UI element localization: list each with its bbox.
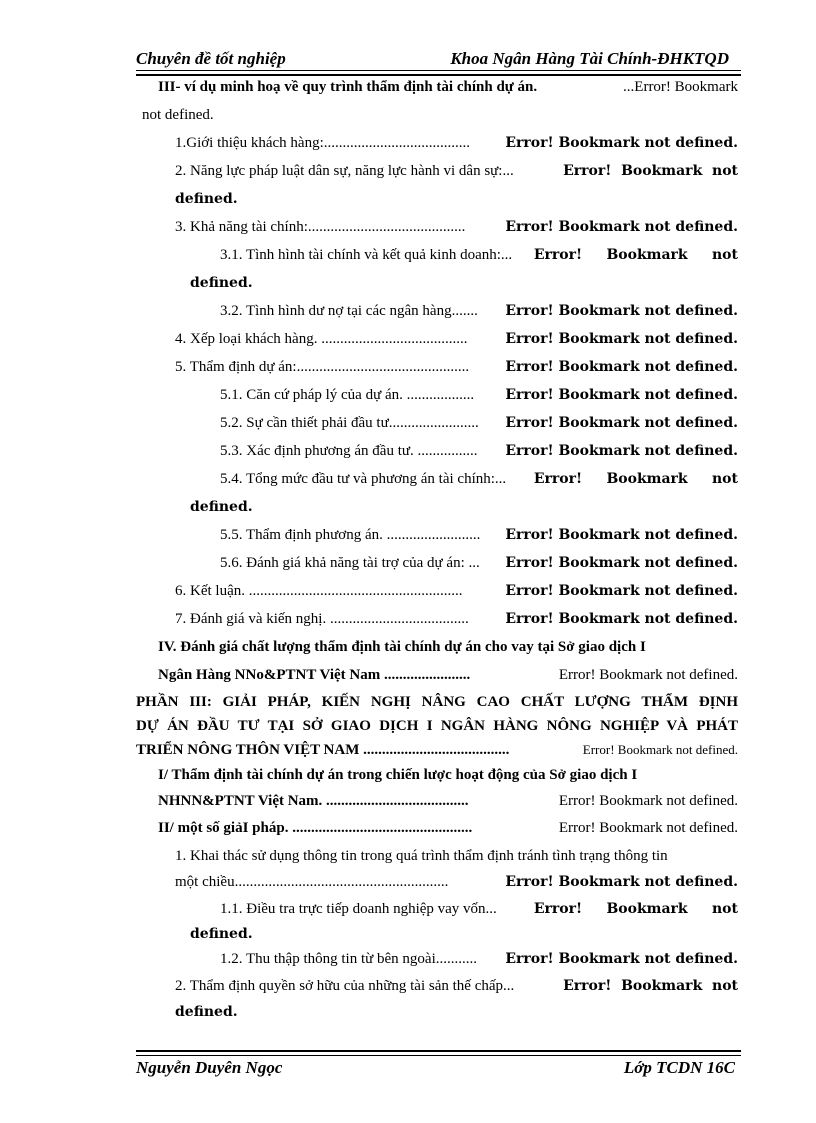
toc-part-iii[interactable]: PHẦN III: GIẢI PHÁP, KIẾN NGHỊ NÂNG CAO CHẤT LƯỢNG THẨM ĐỊNH xyxy=(136,694,738,710)
toc-entry-3-2[interactable]: 3.2. Tình hình dư nợ tại các ngân hàng....... Error! Bookmark not defined. xyxy=(220,303,738,319)
toc-entry-5-6[interactable]: 5.6. Đánh giá khả năng tài trợ của dự án: ... Error! Bookmark not defined. xyxy=(220,555,738,571)
toc-part-iii-line3[interactable]: TRIỂN NÔNG THÔN VIỆT NAM ....................................... Error! Bookmark not defined. xyxy=(136,742,738,758)
toc-entry-5-4-cont: defined. xyxy=(190,499,253,515)
toc-entry-3-1[interactable]: 3.1. Tình hình tài chính và kết quả kinh doanh:... Error! Bookmark not xyxy=(220,247,738,263)
footer-left: Nguyễn Duyên Ngọc xyxy=(136,1058,283,1077)
page-header xyxy=(136,47,741,69)
toc-entry-5-1[interactable]: 5.1. Căn cứ pháp lý của dự án. .................. Error! Bookmark not defined. xyxy=(220,387,738,403)
toc-entry-g1-1[interactable]: 1.1. Điều tra trực tiếp doanh nghiệp vay vốn... Error! Bookmark not xyxy=(220,901,738,917)
toc-entry-iii[interactable]: III- ví dụ minh hoạ về quy trình thẩm định tài chính dự án. ...Error! Bookmark xyxy=(158,79,738,95)
toc-entry-5-5[interactable]: 5.5. Thẩm định phương án. ......................... Error! Bookmark not defined. xyxy=(220,527,738,543)
toc-entry-6[interactable]: 6. Kết luận. ......................................................... Error! Bookmark not defined. xyxy=(175,583,738,599)
toc-entry-g1-cont[interactable]: một chiều......................................................... Error! Bookmark not defined. xyxy=(175,874,738,890)
toc-entry-g1-1-cont: defined. xyxy=(190,926,253,942)
toc-entry-2[interactable]: 2. Năng lực pháp luật dân sự, năng lực hành vi dân sự:... Error! Bookmark not xyxy=(175,163,738,179)
toc-entry-iv-cont[interactable]: Ngân Hàng NNo&PTNT Việt Nam ....................... Error! Bookmark not defined. xyxy=(158,667,738,683)
toc-entry-g1-2[interactable]: 1.2. Thu thập thông tin từ bên ngoài........... Error! Bookmark not defined. xyxy=(220,951,738,967)
toc-section-i-cont[interactable]: NHNN&PTNT Việt Nam. ...................................... Error! Bookmark not defined. xyxy=(158,793,738,809)
toc-entry-g1[interactable]: 1. Khai thác sử dụng thông tin trong quá trình thẩm định tránh tình trạng thông tin xyxy=(175,848,668,864)
toc-entry-7[interactable]: 7. Đánh giá và kiến nghị. ..................................... Error! Bookmark not defined. xyxy=(175,611,738,627)
header-right: Khoa Ngân Hàng Tài Chính-ĐHKTQD xyxy=(450,49,729,68)
toc-entry-4[interactable]: 4. Xếp loại khách hàng. ....................................... Error! Bookmark not defined. xyxy=(175,331,738,347)
footer-right: Lớp TCDN 16C xyxy=(623,1058,735,1077)
toc-entry-1[interactable]: 1.Giới thiệu khách hàng:....................................... Error! Bookmark not defined. xyxy=(175,135,738,151)
toc-entry-2-cont: defined. xyxy=(175,191,238,207)
toc-section-i[interactable]: I/ Thẩm định tài chính dự án trong chiến lược hoạt động của Sở giao dịch I xyxy=(158,767,638,783)
toc-entry-5-4[interactable]: 5.4. Tổng mức đầu tư và phương án tài chính:... Error! Bookmark not xyxy=(220,471,738,487)
toc-entry-3-1-cont: defined. xyxy=(190,275,253,291)
toc-entry-iii-cont: not defined. xyxy=(142,107,214,123)
toc-entry-iv[interactable]: IV. Đánh giá chất lượng thẩm định tài chính dự án cho vay tại Sở giao dịch I xyxy=(158,639,646,655)
header-left: Chuyên đề tốt nghiệp xyxy=(136,49,286,68)
toc-section-ii[interactable]: II/ một số giảI pháp. ................................................ Error! Bookmark not defined. xyxy=(158,820,738,836)
toc-entry-5-2[interactable]: 5.2. Sự cần thiết phải đầu tư........................ Error! Bookmark not defined. xyxy=(220,415,738,431)
toc-entry-3[interactable]: 3. Khả năng tài chính:.......................................... Error! Bookmark not defined. xyxy=(175,219,738,235)
toc-entry-5[interactable]: 5. Thẩm định dự án:.............................................. Error! Bookmark not defined. xyxy=(175,359,738,375)
toc-part-iii-line2: DỰ ÁN ĐẦU TƯ TẠI SỞ GIAO DỊCH I NGÂN HÀNG NÔNG NGHIỆP VÀ PHÁT xyxy=(136,718,738,734)
page-footer xyxy=(136,1056,741,1078)
toc-entry-5-3[interactable]: 5.3. Xác định phương án đầu tư. ................ Error! Bookmark not defined. xyxy=(220,443,738,459)
toc-entry-g2-cont: defined. xyxy=(175,1004,238,1020)
toc-entry-g2[interactable]: 2. Thẩm định quyền sở hữu của những tài sản thế chấp... Error! Bookmark not xyxy=(175,978,738,994)
